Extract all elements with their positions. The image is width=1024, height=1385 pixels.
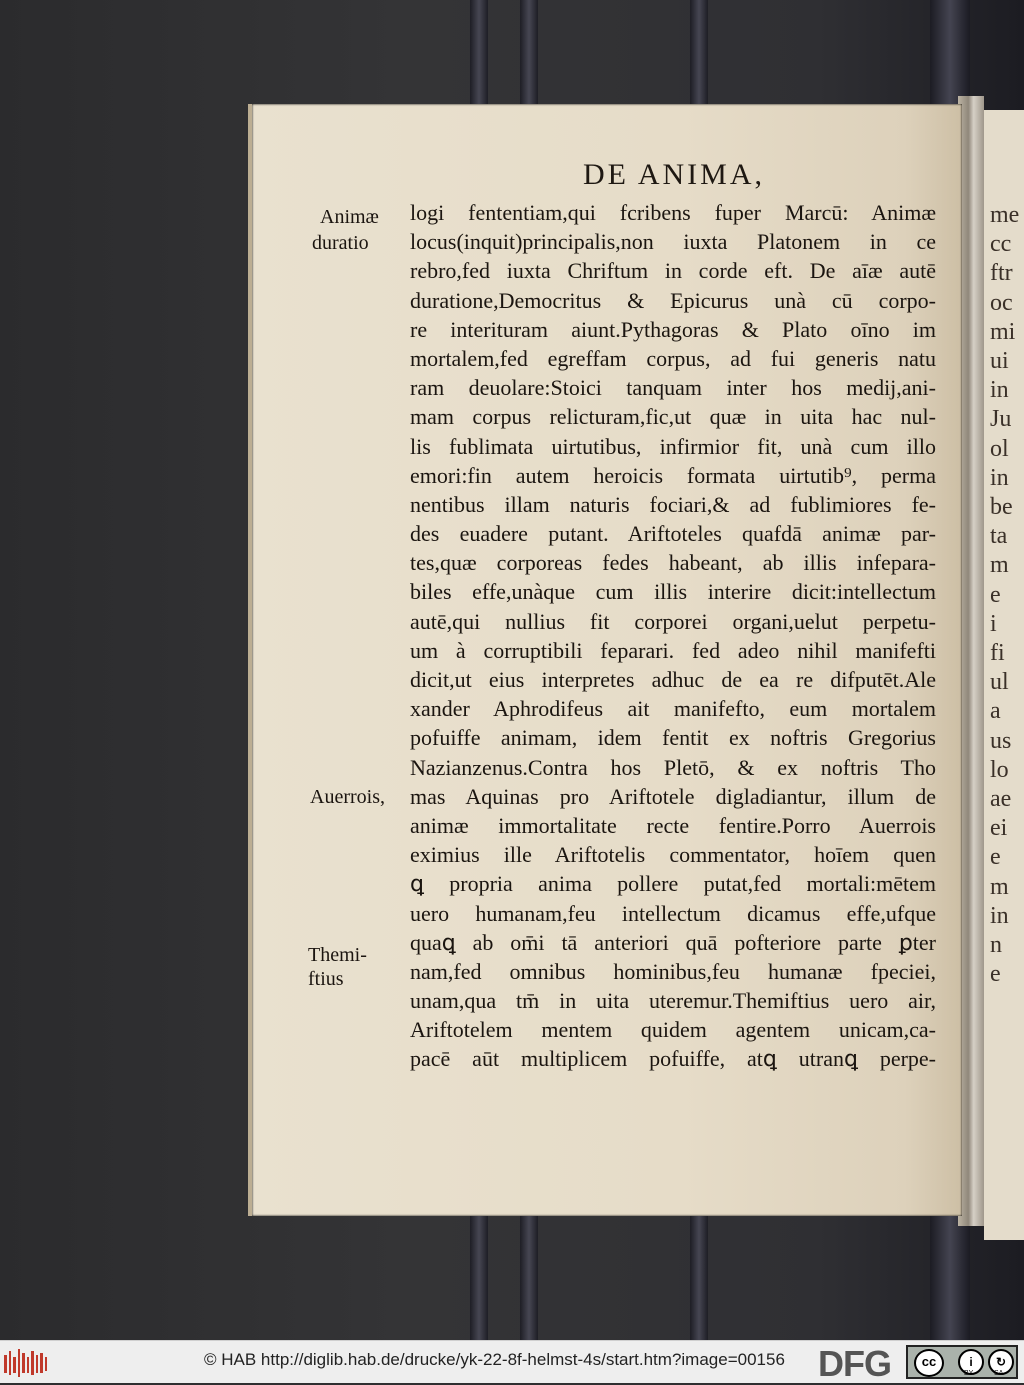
facing-page-fragment: mi: [990, 318, 1016, 345]
text-line: eximius ille Ariftotelis commentator, hoīem quen: [410, 842, 936, 868]
facing-page-fragment: in: [990, 464, 1009, 491]
text-line: rebro,fed iuxta Chriftum in corde eft. De aīæ autē: [410, 258, 936, 284]
text-line: locus(inquit)principalis,non iuxta Platonem in ce: [410, 229, 936, 255]
facing-page-fragment: ul: [990, 669, 1009, 696]
facing-page-fragment: us: [990, 727, 1012, 754]
text-line: autē,qui nullius fit corporei organi,uelut perpetu-: [410, 608, 936, 634]
text-line: des euadere putant. Ariftoteles quafdā animæ par-: [410, 521, 936, 547]
text-line: nam,fed omnibus hominibus,feu humanæ fpeciei,: [410, 958, 936, 984]
cc-icon: cc: [914, 1349, 944, 1377]
text-line: um à corruptibili feparari. fed adeo nihil manifefti: [410, 637, 936, 663]
text-line: xander Aphrodifeus ait manifefto, eum mortalem: [410, 696, 936, 722]
dfg-logo: DFG: [818, 1343, 891, 1384]
footer-bar: [0, 1340, 1024, 1383]
facing-page-fragment: ftr: [990, 260, 1013, 287]
facing-page-fragment: m: [990, 552, 1009, 579]
facing-page-fragment: ta: [990, 523, 1008, 550]
facing-page-fragment: in: [990, 902, 1009, 929]
facing-page-fragment: e: [990, 581, 1001, 608]
text-line: unam,qua tm̄ in uita uteremur.Themiftius uero air,: [410, 988, 936, 1014]
facing-page-fragment: ei: [990, 815, 1008, 842]
facing-page-fragment: ol: [990, 435, 1009, 462]
facing-page-fragment: in: [990, 377, 1009, 404]
facing-page-fragment: n: [990, 932, 1002, 958]
text-line: ꝗ propria anima pollere putat,fed mortali:mētem: [410, 871, 936, 897]
facing-page-fragment: i: [990, 610, 997, 637]
facing-page-fragment: be: [990, 494, 1013, 520]
facing-page-fragment: lo: [990, 756, 1009, 783]
text-line: tes,quæ corporeas fedes habeant, ab illis infepara-: [410, 550, 936, 576]
text-line: Ariftotelem mentem quidem agentem unicam,ca-: [410, 1017, 936, 1043]
text-line: pofuiffe animam, idem fentit ex noftris Gregorius: [410, 725, 936, 751]
facing-page-fragment: a: [990, 698, 1001, 725]
cc-license-badge[interactable]: [906, 1345, 1018, 1379]
margin-note-auerrois: Auerrois,: [310, 786, 385, 808]
facing-page-fragment: cc: [990, 231, 1012, 258]
text-line: re interituram aiunt.Pythagoras & Plato oīno im: [410, 316, 936, 342]
margin-note-themistius-2: ftius: [308, 968, 344, 990]
text-line: animæ immortalitate recte fentire.Porro Auerrois: [410, 812, 936, 838]
text-line: emori:fin autem heroicis formata uirtutib⁹, perma: [410, 462, 936, 488]
text-line: Nazianzenus.Contra hos Pletō, & ex noftris Tho: [410, 754, 936, 780]
text-line: quaꝗ ab om̄i tā anteriori quā pofteriore parte ꝑter: [410, 929, 936, 955]
facing-page-fragment: e: [990, 844, 1001, 871]
text-line: mam corpus relicturam,fic,ut quæ in uita hac nul-: [410, 404, 936, 430]
footer-url[interactable]: © HAB http://diglib.hab.de/drucke/yk-22-8f-helmst-4s/start.htm?image=00156: [204, 1350, 785, 1369]
text-line: mortalem,fed egreffam corpus, ad fui generis natu: [410, 345, 936, 371]
text-line: dicit,ut eius interpretes adhuc de ea re difputēt.Ale: [410, 667, 936, 692]
text-line: duratione,Democritus & Epicurus unà cū corpo-: [410, 287, 936, 313]
text-line: lis fublimata uirtutibus, infirmior fit, unà cum illo: [410, 433, 936, 459]
text-line: biles effe,unàque cum illis interire dicit:intellectum: [410, 579, 936, 605]
text-line: uero humanam,feu intellectum dicamus effe,ufque: [410, 900, 936, 926]
margin-note-duratio: duratio: [312, 232, 369, 254]
facing-page-fragment: e: [990, 961, 1001, 988]
facing-page-fragment: me: [990, 202, 1020, 228]
cc-label-sa: SA: [994, 1370, 1004, 1377]
facing-page-fragment: oc: [990, 289, 1013, 316]
running-head: DE ANIMA,: [583, 158, 765, 191]
text-line: pacē aūt multiplicem pofuiffe, atꝗ utranꝗ perpe-: [410, 1046, 936, 1072]
text-line: mas Aquinas pro Ariftotele digladiantur, illum de: [410, 783, 936, 809]
facing-page-fragment: ae: [990, 786, 1012, 812]
facing-page-fragment: fi: [990, 640, 1005, 666]
margin-note-themistius-1: Themi-: [308, 944, 367, 966]
text-line: ram deuolare:Stoici tanquam inter hos medij,ani-: [410, 375, 936, 401]
sa-icon: ↻: [988, 1349, 1014, 1375]
text-line: logi fententiam,qui fcribens fuper Marcū: Animæ: [410, 200, 936, 225]
cc-label-by: BY: [964, 1370, 974, 1377]
facing-page-fragment: Ju: [990, 406, 1012, 433]
facing-page-fragment: ui: [990, 348, 1009, 374]
text-line: nentibus illam naturis fociari,& ad fublimiores fe-: [410, 491, 936, 517]
body-text: [410, 198, 936, 1074]
margin-note-animae: Animæ: [320, 206, 379, 228]
by-icon: i: [958, 1349, 984, 1375]
facing-page-fragment: m: [990, 873, 1009, 900]
facing-page: [984, 110, 1024, 1240]
hab-logo-icon: [4, 1349, 48, 1377]
